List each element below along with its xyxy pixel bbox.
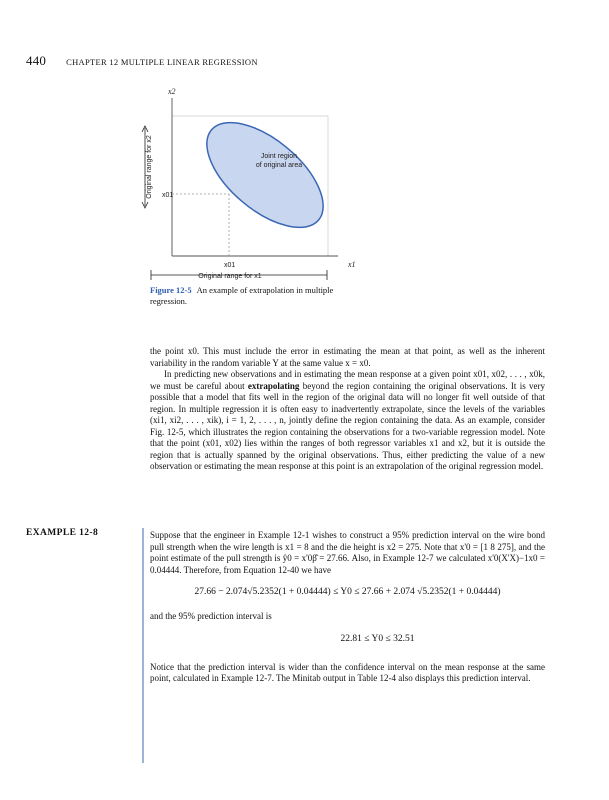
extrapolation-figure <box>130 80 370 290</box>
paragraph-2-start: In predicting new observations and in estimating the mean response at a given point x01, x02, . . . , x0k, we must be careful about <box>150 369 545 391</box>
caption-tag: Figure 12-5 <box>150 285 192 295</box>
figure-12-5 <box>130 80 370 290</box>
paragraph-1: the point x0. This must include the error in estimating the mean at that point, as well as the inherent variability in the random variable Y at the same value x = x0. <box>150 346 545 368</box>
figure-caption <box>150 285 345 307</box>
extrapolating-term: extrapolating <box>247 380 300 391</box>
example-conclusion: Notice that the prediction interval is wider than the confidence interval on the mean response at the same point, calculated in Example 12-7. The Minitab output in Table 12-4 also displays this prediction interval. <box>150 661 545 684</box>
region-label-line1: Joint region <box>260 153 298 160</box>
example-12-8 <box>26 528 546 768</box>
prediction-interval-equation: 27.66 − 2.074√5.2352(1 + 0.04444) ≤ Y0 ≤ 27.66 + 2.074 √5.2352(1 + 0.04444) <box>194 587 501 598</box>
x-axis-label: x1 <box>348 260 356 269</box>
example-body <box>150 530 545 685</box>
paragraph-2-end: beyond the region containing the original observations. It is very possible that a model that fits well in the region of the original data will no longer fit well outside of that region. In multiple regression it is often easy to inadvertently extrapolate, since the levels of the variables (xi1, xi2, . . . , xik), i = 1, 2, . . . , n, jointly define the region containing the data. As an example, consider Fig. 12-5, which illustrates the region containing the observations for a two-variable regression model. Note that the point (x01, x02) lies within the ranges of both regressor variables x1 and x2, but it is outside the region that is actually spanned by the original observations. Thus, either predicting the value of a new observation or estimating the mean response at this point is an extrapolation of the original regression model. <box>150 380 546 472</box>
y-axis-label: x2 <box>168 87 176 96</box>
region-label-line2: of original area <box>255 162 303 169</box>
x01-label: x01 <box>224 262 236 269</box>
prediction-interval-result: 22.81 ≤ Y0 ≤ 32.51 <box>340 634 415 645</box>
page-header <box>26 53 586 73</box>
example-rule <box>142 528 144 763</box>
joint-region-ellipse <box>189 103 341 247</box>
example-intro: Suppose that the engineer in Example 12-1 wishes to construct a 95% prediction interval on the wire bond pull strength when the wire length is x1 = 8 and the die height is x2 = 275. Note that x'0 = [1 8 275], and the point estimate of the pull strength is ŷ0 = x'0β̂ = 27.66. Also, in Example 12-7 we calculated x'0(X'X)−1x0 = 0.04444. Therefore, from Equation 12-40 we have <box>150 530 545 575</box>
example-middle-text: and the 95% prediction interval is <box>150 610 272 621</box>
body-text <box>150 346 545 473</box>
paragraph-2 <box>150 369 545 473</box>
x-range-label: Original range for x1 <box>198 273 262 280</box>
x02-label: x01 <box>162 192 174 199</box>
running-head: CHAPTER 12 MULTIPLE LINEAR REGRESSION <box>66 57 258 67</box>
y-range-label: Original range for x2 <box>146 135 153 199</box>
example-label: EXAMPLE 12-8 <box>26 528 99 538</box>
page-number: 440 <box>26 53 47 68</box>
caption-text: An example of extrapolation in multiple regression. <box>150 285 334 306</box>
